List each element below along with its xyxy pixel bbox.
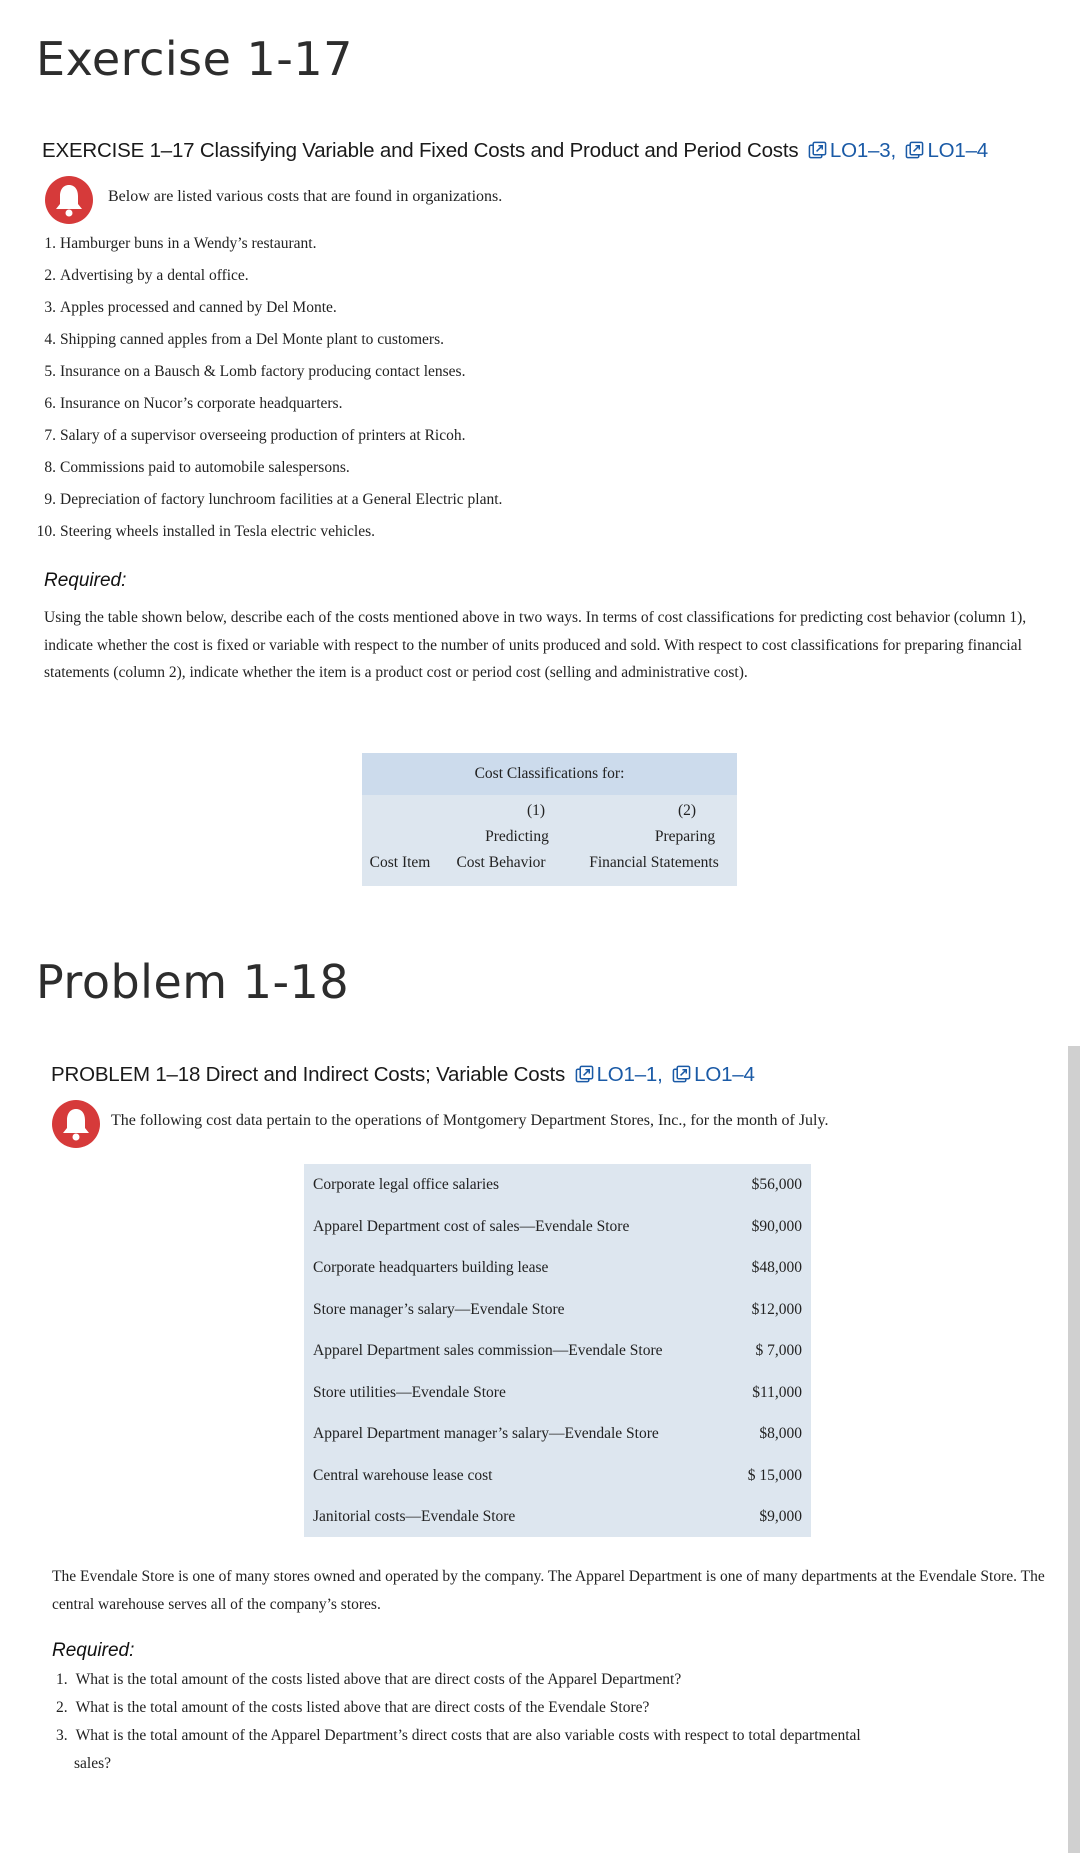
- problem-question-list: [56, 1666, 1056, 1778]
- list-item-text: Salary of a supervisor overseeing production of printers at Ricoh.: [60, 427, 466, 444]
- scrollbar[interactable]: [1068, 1046, 1080, 1853]
- list-item: [32, 484, 502, 516]
- list-item-number: 7.: [44, 427, 56, 444]
- question-text: What is the total amount of the Apparel Department’s direct costs that are also variable costs with respect to total departmental: [75, 1727, 861, 1744]
- bell-alert-icon: [51, 1099, 101, 1149]
- cost-label: Corporate headquarters building lease: [313, 1259, 549, 1276]
- table-band-header: Cost Classifications for:: [362, 753, 737, 795]
- cost-label: Central warehouse lease cost: [313, 1466, 493, 1484]
- list-item-number: 3.: [44, 299, 56, 316]
- problem-heading: [51, 1063, 755, 1087]
- problem-page-title: Problem 1-18: [36, 955, 350, 1009]
- list-item: [56, 1694, 1056, 1722]
- list-item-number: 5.: [44, 363, 56, 380]
- table-row: [304, 1372, 811, 1414]
- col2-line1: Preparing: [654, 828, 716, 845]
- cost-item-header: Cost Item: [369, 854, 431, 871]
- list-item: [32, 356, 502, 388]
- question-number: 2.: [56, 1699, 68, 1716]
- list-item: [32, 516, 502, 548]
- table-row: [304, 1413, 811, 1455]
- table-row: [304, 1247, 811, 1289]
- question-number: 1.: [56, 1671, 68, 1688]
- external-link-icon[interactable]: [575, 1065, 594, 1084]
- problem-required-label: Required:: [52, 1640, 135, 1661]
- external-link-icon[interactable]: [905, 141, 924, 160]
- exercise-required-text: Using the table shown below, describe each of the costs mentioned above in two ways. In terms of cost classifications for predicting cost behavior (column 1), indicate whether the cost is fixed or variable with respect to the number of units produced and sold. With respect to cost classifications for preparing financial statements (column 2), indicate whether the item is a product cost or period cost (selling and administrative cost).: [44, 609, 1027, 681]
- cost-label: Janitorial costs—Evendale Store: [313, 1508, 516, 1525]
- question-text: What is the total amount of the costs listed above that are direct costs of the Evendale Store?: [75, 1699, 650, 1716]
- external-link-icon[interactable]: [672, 1065, 691, 1084]
- table-row: [304, 1330, 811, 1372]
- cost-amount: $11,000: [752, 1383, 802, 1401]
- table-row: [304, 1496, 811, 1538]
- list-item-number: 8.: [44, 459, 56, 476]
- list-item: [56, 1722, 1056, 1778]
- exercise-required-label: Required:: [44, 570, 127, 591]
- table-row: [304, 1164, 811, 1206]
- cost-classification-table: [362, 753, 737, 886]
- cost-label: Apparel Department sales commission—Evendale Store: [313, 1342, 663, 1359]
- list-item-text: Commissions paid to automobile salespersons.: [60, 459, 350, 476]
- cost-label: Apparel Department manager’s salary—Evendale Store: [313, 1425, 659, 1442]
- exercise-heading: [42, 139, 988, 163]
- cost-amount: $90,000: [751, 1217, 802, 1235]
- list-item-number: 2.: [44, 267, 56, 284]
- list-item-number: 10.: [36, 523, 56, 540]
- list-item-text: Insurance on Nucor’s corporate headquarters.: [60, 395, 343, 412]
- list-item-number: 9.: [44, 491, 56, 508]
- list-item: [32, 292, 502, 324]
- cost-amount: $8,000: [759, 1425, 802, 1442]
- exercise-cost-list: [32, 228, 502, 548]
- cost-label: Store manager’s salary—Evendale Store: [313, 1300, 565, 1318]
- lo-link-1-1[interactable]: LO1–1,: [596, 1063, 663, 1086]
- list-item: [32, 388, 502, 420]
- list-item: [32, 452, 502, 484]
- list-item: [32, 420, 502, 452]
- exercise-intro: Below are listed various costs that are found in organizations.: [108, 188, 503, 205]
- cost-amount: $56,000: [751, 1176, 802, 1193]
- cost-amount: $12,000: [751, 1300, 802, 1318]
- list-item-text: Depreciation of factory lunchroom facilities at a General Electric plant.: [60, 491, 503, 508]
- list-item: [56, 1666, 1056, 1694]
- exercise-page-title: Exercise 1-17: [36, 32, 353, 86]
- list-item-text: Shipping canned apples from a Del Monte plant to customers.: [60, 331, 444, 348]
- list-item: [32, 324, 502, 356]
- cost-data-table: [304, 1164, 811, 1537]
- question-number: 3.: [56, 1727, 68, 1744]
- lo-link-1-3[interactable]: LO1–3,: [829, 139, 896, 162]
- question-text: What is the total amount of the costs listed above that are direct costs of the Apparel Department?: [75, 1671, 682, 1688]
- table-row: [304, 1289, 811, 1331]
- bell-alert-icon: [44, 175, 94, 225]
- col1-line2: Cost Behavior: [456, 854, 546, 871]
- problem-paragraph: The Evendale Store is one of many stores owned and operated by the company. The Apparel Department is one of many departments at the Evendale Store. The central warehouse serves all of the company’s stores.: [52, 1568, 1045, 1613]
- table-row: [304, 1206, 811, 1248]
- exercise-heading-text: EXERCISE 1–17 Classifying Variable and Fixed Costs and Product and Period Costs: [42, 139, 799, 162]
- cost-amount: $48,000: [751, 1259, 802, 1276]
- problem-intro: The following cost data pertain to the operations of Montgomery Department Stores, Inc., for the month of July.: [111, 1112, 829, 1129]
- question-text-continued: sales?: [74, 1755, 112, 1772]
- cost-amount: $9,000: [759, 1508, 802, 1525]
- list-item-text: Advertising by a dental office.: [60, 267, 249, 284]
- list-item-text: Apples processed and canned by Del Monte.: [60, 299, 337, 316]
- cost-amount: $ 7,000: [755, 1342, 802, 1359]
- list-item-number: 6.: [44, 395, 56, 412]
- table-row: [304, 1455, 811, 1497]
- problem-heading-text: PROBLEM 1–18 Direct and Indirect Costs; Variable Costs: [51, 1063, 566, 1086]
- list-item-number: 1.: [44, 235, 56, 252]
- list-item-text: Insurance on a Bausch & Lomb factory producing contact lenses.: [60, 363, 466, 380]
- list-item-text: Steering wheels installed in Tesla electric vehicles.: [60, 523, 375, 540]
- lo-link-1-4[interactable]: LO1–4: [927, 139, 988, 162]
- cost-label: Corporate legal office salaries: [313, 1176, 500, 1193]
- list-item-text: Hamburger buns in a Wendy’s restaurant.: [60, 235, 317, 252]
- col1-number: (1): [526, 802, 546, 819]
- col2-number: (2): [677, 802, 697, 819]
- cost-label: Apparel Department cost of sales—Evendale Store: [313, 1217, 630, 1235]
- col2-line2: Financial Statements: [589, 854, 719, 871]
- list-item-number: 4.: [44, 331, 56, 348]
- lo-link-1-4[interactable]: LO1–4: [694, 1063, 755, 1086]
- col1-line1: Predicting: [485, 828, 549, 845]
- cost-amount: $ 15,000: [747, 1466, 802, 1484]
- cost-label: Store utilities—Evendale Store: [313, 1383, 506, 1401]
- external-link-icon[interactable]: [808, 141, 827, 160]
- list-item: [32, 228, 502, 260]
- list-item: [32, 260, 502, 292]
